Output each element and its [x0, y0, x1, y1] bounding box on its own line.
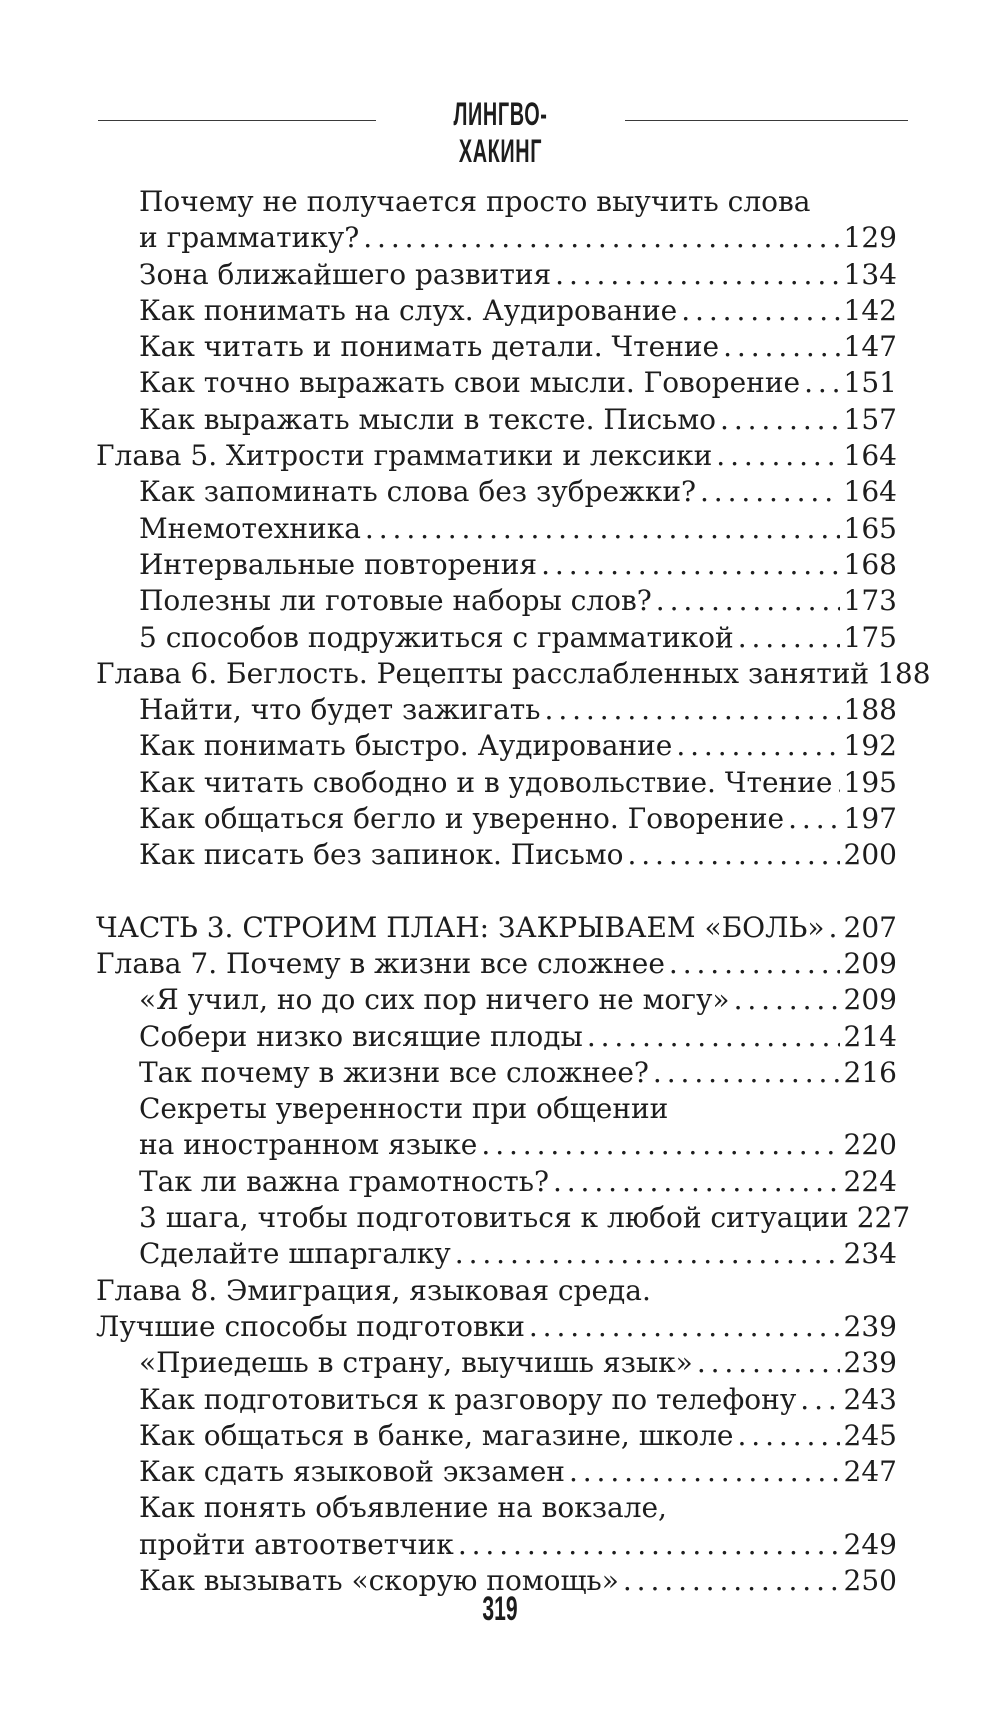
- toc-entry[interactable]: [96, 1091, 897, 1127]
- toc-entry[interactable]: [96, 692, 897, 728]
- toc-entry[interactable]: [96, 547, 897, 583]
- toc-leader-dots: [737, 1418, 839, 1454]
- toc-entry-title: Глава 5. Хитрости грамматики и лексики: [96, 439, 713, 473]
- toc-entry-title: «Приедешь в страну, выучишь язык»: [139, 1346, 693, 1380]
- toc-entry[interactable]: [96, 1164, 897, 1200]
- toc-leader-dots: [653, 1055, 840, 1091]
- toc-entry[interactable]: [96, 365, 897, 401]
- toc-entry-title: Лучшие способы подготовки: [96, 1309, 525, 1343]
- toc-leader-dots: [365, 511, 840, 547]
- toc-entry-title: пройти автоответчик: [139, 1527, 454, 1561]
- toc-entry[interactable]: [96, 1019, 897, 1055]
- toc-leader-dots: [587, 1019, 840, 1055]
- toc-entry[interactable]: [96, 220, 897, 256]
- toc-entry[interactable]: [96, 620, 897, 656]
- toc-entry-title: Полезны ли готовые наборы слов?: [139, 584, 652, 618]
- toc-entry-title: Как понять объявление на вокзале,: [139, 1491, 667, 1525]
- toc-entry[interactable]: [96, 1454, 897, 1490]
- toc-entry-title: Так почему в жизни все сложнее?: [139, 1055, 649, 1089]
- toc-entry[interactable]: [96, 511, 897, 547]
- toc-entry-page: 239: [843, 1309, 897, 1343]
- toc-entry-title: Как точно выражать свои мысли. Говорение: [139, 366, 801, 400]
- toc-entry-title: 3 шага, чтобы подготовиться к любой ситуации: [139, 1201, 849, 1235]
- toc-entry-title: Мнемотехника: [139, 511, 361, 545]
- toc-leader-dots: [836, 765, 839, 801]
- toc-entry[interactable]: [96, 1127, 897, 1163]
- toc-entry-title: «Я учил, но до сих пор ничего не могу»: [139, 983, 730, 1017]
- toc-entry-title: Как сдать языковой экзамен: [139, 1455, 565, 1489]
- toc-entry-title: Как читать и понимать детали. Чтение: [139, 330, 720, 364]
- toc-entry-page: 250: [843, 1563, 897, 1597]
- toc-entry[interactable]: [96, 656, 931, 692]
- toc-entry-title: Глава 6. Беглость. Рецепты расслабленных занятий: [96, 656, 870, 690]
- toc-leader-dots: [716, 438, 839, 474]
- toc-leader-dots: [529, 1309, 840, 1345]
- section-gap: [96, 874, 897, 910]
- toc-entry[interactable]: [96, 728, 897, 764]
- toc-entry[interactable]: [96, 474, 897, 510]
- toc-entry[interactable]: [96, 1200, 911, 1236]
- toc-entry-page: 200: [843, 838, 897, 872]
- toc-entry-title: Собери низко висящие плоды: [139, 1019, 583, 1053]
- toc-entry-title: Как писать без запинок. Письмо: [139, 838, 624, 872]
- toc-entry-title: Как запоминать слова без зубрежки?: [139, 475, 696, 509]
- toc-entry-title: и грамматику?: [139, 221, 360, 255]
- toc-entry-page: 175: [843, 620, 897, 654]
- toc-leader-dots: [569, 1454, 840, 1490]
- toc-leader-dots: [676, 728, 839, 764]
- toc-entry-page: 239: [843, 1346, 897, 1380]
- toc-entry-page: 216: [843, 1055, 897, 1089]
- toc-leader-dots: [804, 365, 839, 401]
- toc-entry-page: 247: [843, 1455, 897, 1489]
- toc-entry-page: 234: [843, 1237, 897, 1271]
- toc-leader-dots: [720, 402, 840, 438]
- toc-entry-title: Как понимать на слух. Аудирование: [139, 293, 678, 327]
- toc-entry-title: Как общаться в банке, магазине, школе: [139, 1418, 734, 1452]
- toc-leader-dots: [541, 547, 839, 583]
- toc-leader-dots: [481, 1127, 839, 1163]
- toc-entry-page: 147: [843, 330, 897, 364]
- toc-entry-page: 249: [843, 1527, 897, 1561]
- table-of-contents: [96, 184, 931, 1599]
- toc-leader-dots: [738, 620, 840, 656]
- toc-entry[interactable]: [96, 583, 897, 619]
- toc-entry[interactable]: [96, 1055, 897, 1091]
- toc-entry[interactable]: [96, 801, 897, 837]
- toc-entry[interactable]: [96, 184, 897, 220]
- toc-entry[interactable]: [96, 438, 897, 474]
- toc-leader-dots: [723, 329, 839, 365]
- toc-entry-title: Как читать свободно и в удовольствие. Чтение: [139, 765, 833, 799]
- toc-entry[interactable]: [96, 293, 897, 329]
- toc-entry-title: Интервальные повторения: [139, 547, 538, 581]
- header-rule-right: [625, 120, 908, 121]
- toc-leader-dots: [669, 946, 840, 982]
- toc-leader-dots: [363, 220, 839, 256]
- toc-entry-title: Как понимать быстро. Аудирование: [139, 729, 673, 763]
- toc-entry-page: 195: [843, 765, 897, 799]
- toc-entry-page: 245: [843, 1418, 897, 1452]
- toc-leader-dots: [458, 1527, 840, 1563]
- toc-leader-dots: [697, 1345, 840, 1381]
- toc-entry-page: 164: [843, 475, 897, 509]
- toc-entry[interactable]: [96, 837, 897, 873]
- toc-entry[interactable]: [96, 1309, 897, 1345]
- toc-entry-page: 188: [843, 693, 897, 727]
- toc-leader-dots: [455, 1236, 840, 1272]
- toc-entry[interactable]: [96, 1490, 897, 1526]
- toc-entry-page: 129: [843, 221, 897, 255]
- toc-entry-title: Как выражать мысли в тексте. Письмо: [139, 402, 717, 436]
- running-header: [0, 90, 1000, 169]
- toc-entry-page: 214: [843, 1019, 897, 1053]
- toc-leader-dots: [800, 1382, 839, 1418]
- toc-entry[interactable]: [96, 1345, 897, 1381]
- toc-entry-title: ЧАСТЬ 3. СТРОИМ ПЛАН: ЗАКРЫВАЕМ «БОЛЬ»: [96, 910, 825, 944]
- toc-entry-page: 220: [843, 1128, 897, 1162]
- toc-entry-page: 165: [843, 511, 897, 545]
- toc-entry-title: Секреты уверенности при общении: [139, 1092, 669, 1126]
- toc-entry-page: 224: [843, 1164, 897, 1198]
- toc-entry-page: 243: [843, 1382, 897, 1416]
- toc-entry[interactable]: [96, 329, 897, 365]
- toc-entry-page: 209: [843, 946, 897, 980]
- toc-entry-title: Как общаться бегло и уверенно. Говорение: [139, 802, 785, 836]
- toc-entry-page: 164: [843, 439, 897, 473]
- toc-leader-dots: [555, 257, 839, 293]
- toc-entry-page: 197: [843, 802, 897, 836]
- toc-leader-dots: [681, 293, 839, 329]
- toc-entry-title: Почему не получается просто выучить слова: [139, 185, 811, 218]
- toc-entry-page: 207: [843, 910, 897, 944]
- toc-entry-page: 168: [843, 547, 897, 581]
- toc-entry-page: 209: [843, 983, 897, 1017]
- toc-leader-dots: [734, 982, 840, 1018]
- header-rule-left: [98, 120, 376, 121]
- toc-entry-title: Так ли важна грамотность?: [139, 1164, 549, 1198]
- toc-entry[interactable]: [96, 982, 897, 1018]
- toc-entry-title: Как вызывать «скорую помощь»: [139, 1563, 619, 1597]
- toc-entry[interactable]: [96, 402, 897, 438]
- running-title: ЛИНГВО-ХАКИНГ: [453, 96, 548, 169]
- toc-leader-dots: [656, 583, 840, 619]
- toc-entry-title: Как подготовиться к разговору по телефону: [139, 1382, 797, 1416]
- toc-entry-page: 134: [843, 257, 897, 291]
- toc-entry[interactable]: [96, 1527, 897, 1563]
- toc-leader-dots: [553, 1164, 840, 1200]
- toc-entry-title: Глава 8. Эмиграция, языковая среда.: [96, 1273, 651, 1307]
- toc-leader-dots: [700, 474, 840, 510]
- toc-leader-dots: [788, 801, 839, 837]
- toc-entry[interactable]: [96, 1382, 897, 1418]
- toc-entry-page: 173: [843, 584, 897, 618]
- toc-entry-title: на иностранном языке: [139, 1128, 478, 1162]
- toc-entry-page: 157: [843, 402, 897, 436]
- toc-leader-dots: [545, 692, 840, 728]
- toc-entry-page: 227: [856, 1201, 911, 1235]
- toc-entry[interactable]: [96, 257, 897, 293]
- toc-entry[interactable]: [96, 1418, 897, 1454]
- toc-entry[interactable]: [96, 946, 897, 982]
- toc-entry-title: Глава 7. Почему в жизни все сложнее: [96, 946, 665, 980]
- toc-entry-page: 151: [843, 366, 897, 400]
- toc-entry[interactable]: [96, 1273, 897, 1309]
- toc-entry[interactable]: [96, 1236, 897, 1272]
- toc-entry-page: 188: [877, 656, 931, 690]
- toc-entry-title: Найти, что будет зажигать: [139, 693, 541, 727]
- toc-entry[interactable]: [96, 765, 897, 801]
- toc-entry-title: Сделайте шпаргалку: [139, 1237, 451, 1271]
- toc-entry-title: Зона ближайшего развития: [139, 257, 552, 291]
- page-number: 319: [482, 1590, 518, 1628]
- toc-entry-title: 5 способов подружиться с грамматикой: [139, 620, 734, 654]
- toc-leader-dots: [828, 910, 839, 946]
- toc-entry-page: 142: [843, 293, 897, 327]
- toc-entry-page: 192: [843, 729, 897, 763]
- toc-leader-dots: [627, 837, 839, 873]
- toc-entry[interactable]: [96, 910, 897, 946]
